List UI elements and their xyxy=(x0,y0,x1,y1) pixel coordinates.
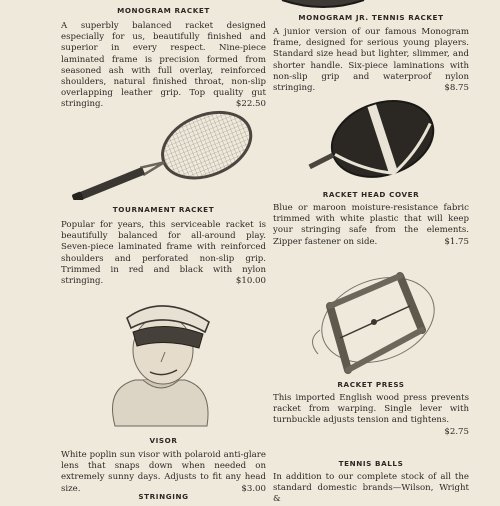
item-price: $8.75 xyxy=(444,83,469,94)
item-title: RACKET PRESS xyxy=(337,380,405,389)
item-title: MONOGRAM JR. TENNIS RACKET xyxy=(298,13,444,22)
item-racket-press xyxy=(273,380,469,438)
item-monogram-racket xyxy=(61,6,266,111)
visor-illustration xyxy=(95,288,225,428)
item-description: Blue or maroon moisture-resistance fabric trimmed with white plastic that will keep your stringing safe from the elements. Zipper fastener on side. xyxy=(273,203,469,247)
item-description: A superbly balanced racket designed especially for us, beautifully finished and superior in every respect. Nine-piece laminated frame is precision formed from seasoned ash with full overlay, reinforced shoulders, natural finished throat, non-slip overlapping leather grip. Top quality gut stringing. xyxy=(61,21,266,110)
item-tennis-balls xyxy=(273,459,469,506)
item-title: TOURNAMENT RACKET xyxy=(112,205,215,214)
item-price: $1.75 xyxy=(444,236,469,247)
item-title: MONOGRAM RACKET xyxy=(117,6,210,15)
item-description: This imported English wood press prevents racket from warping. Single lever with turnbuckle adjusts tension and tightens. xyxy=(273,393,469,426)
item-visor xyxy=(61,436,266,495)
item-description: In addition to our complete stock of all the standard domestic brands—Wilson, Wright & xyxy=(273,472,469,505)
racket-illustration xyxy=(278,0,368,14)
item-monogram-jr-racket xyxy=(273,13,469,94)
item-title: VISOR xyxy=(149,436,178,445)
item-description: White poplin sun visor with polaroid anti-glare lens that snaps down when needed on extremely sunny days. Adjusts to fit any head size. xyxy=(61,450,266,494)
item-tournament-racket xyxy=(61,205,266,287)
item-title: STRINGING xyxy=(138,492,189,501)
item-price: $3.00 xyxy=(241,483,266,494)
item-title: TENNIS BALLS xyxy=(338,459,404,468)
racket-cover-illustration xyxy=(300,100,440,188)
item-racket-head-cover xyxy=(273,190,469,248)
item-description: Popular for years, this serviceable racket is beautifully balanced for all-around play. Seven-piece laminated frame with reinforced shoulders and perforated non-slip grip. Trimmed in red and black with nylon stringing. xyxy=(61,220,266,287)
item-description: A junior version of our famous Monogram frame, designed for serious young players. Standard size head but lighter, slimmer, and shorter handle. Six-piece laminations with non-slip grip and waterproof nylon stringing. xyxy=(273,27,469,94)
item-price: $10.00 xyxy=(235,276,266,287)
racket-illustration xyxy=(60,110,260,200)
item-price: $22.50 xyxy=(235,99,266,110)
item-price: $2.75 xyxy=(444,426,469,437)
item-title: RACKET HEAD COVER xyxy=(322,190,420,199)
racket-press-illustration xyxy=(300,270,450,378)
